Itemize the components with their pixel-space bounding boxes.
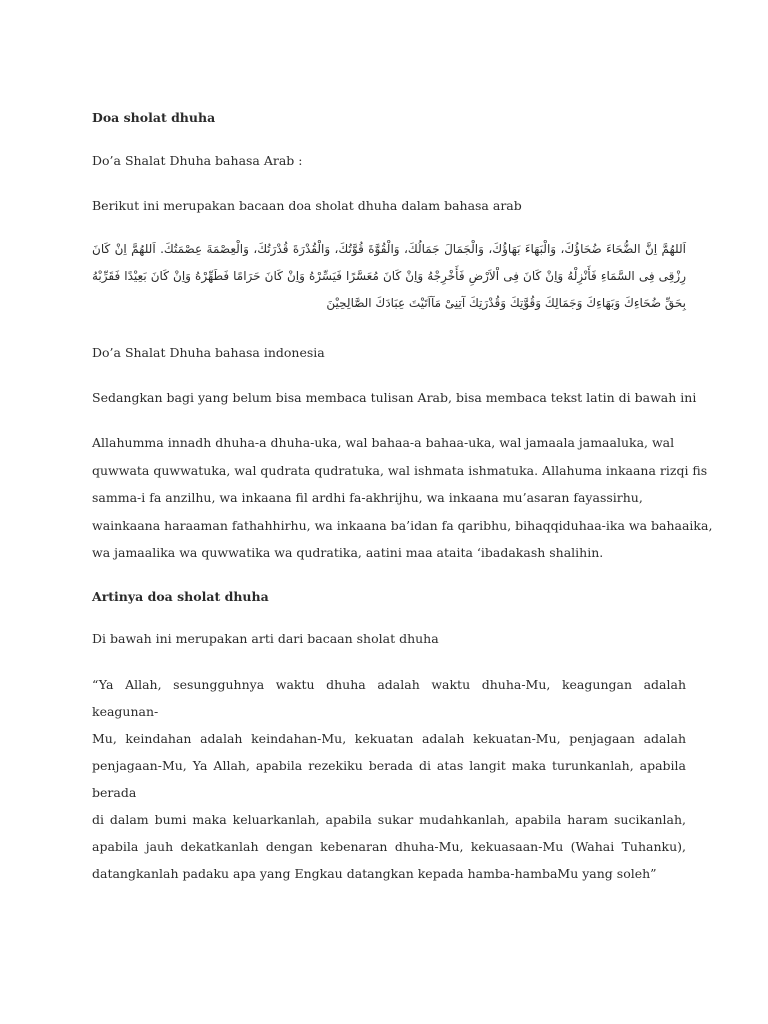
latin-line: samma-i fa anzilhu, wa inkaana fil ardhi fa-akhrijhu, wa inkaana mu’asaran fayassirhu, — [92, 490, 643, 505]
latin-line: wainkaana haraaman fathahhirhu, wa inkaana ba’idan fa qaribhu, bihaqqiduhaa-ika wa bahaaika, — [92, 517, 713, 533]
latin-line: wa jamaalika wa quwwatika wa qudratika, aatini maa ataita ‘ibadakash shalihin. — [92, 545, 604, 560]
quote-line: “Ya Allah, sesungguhnya waktu dhuha adalah waktu dhuha-Mu, keagungan adalah keagunan- — [92, 677, 686, 719]
paragraph-intro-latin: Sedangkan bagi yang belum bisa membaca tulisan Arab, bisa membaca tekst latin di bawah ini — [92, 390, 697, 405]
latin-line: Allahumma innadh dhuha-a dhuha-uka, wal bahaa-a bahaa-uka, wal jamaala jamaaluka, wal — [92, 435, 675, 450]
quote-line: apabila jauh dekatkanlah dengan kebenaran dhuha-Mu, kekuasaan-Mu (Wahai Tuhanku), — [92, 839, 686, 854]
paragraph-intro-arabic: Berikut ini merupakan bacaan doa sholat dhuha dalam bahasa arab — [92, 198, 522, 213]
subheading-arabic: Do’a Shalat Dhuha bahasa Arab : — [92, 153, 303, 168]
heading-doa-sholat-dhuha: Doa sholat dhuha — [92, 110, 216, 125]
subheading-indonesian: Do’a Shalat Dhuha bahasa indonesia — [92, 345, 325, 360]
translation-quote — [92, 671, 686, 887]
quote-line: penjagaan-Mu, Ya Allah, apabila rezekiku berada di atas langit maka turunkanlah, apabila berada — [92, 758, 686, 800]
quote-line: di dalam bumi maka keluarkanlah, apabila sukar mudahkanlah, apabila haram sucikanlah, — [92, 812, 686, 827]
latin-line: quwwata quwwatuka, wal qudrata qudratuka, wal ishmata ishmatuka. Allahuma inkaana rizqi fis — [92, 462, 708, 478]
heading-artinya: Artinya doa sholat dhuha — [92, 589, 269, 604]
paragraph-intro-arti: Di bawah ini merupakan arti dari bacaan sholat dhuha — [92, 631, 439, 646]
arabic-prayer-text: اَللهُمَّ اِنَّ الضُّحَاءَ ضُحَاؤُكَ، وَالْبَهَاءَ بَهَاؤُكَ، وَالْجَمَالَ جَمَالُكَ، وَالْقُوَّةَ قُوَّتُكَ، وَالْقُدْرَةَ قُدْرَتُكَ، وَالْعِصْمَةَ عِصْمَتُكَ. اَللهُمَّ اِنْ كَانَ رِزْقِى فِى السَّمَاءِ فَأَنْزِلْهُ وَاِنْ كَانَ فِى اْلاَرْضِ فَأَخْرِجْهُ وَاِنْ كَانَ مُعَسَّرًا فَيَسِّرْهُ وَاِنْ كَانَ حَرَامًا فَطَهِّرْهُ وَاِنْ كَانَ بَعِيْدًا فَقَرِّبْهُ بِحَقِّ ضُحَاءِكَ وَبَهَاءِكَ وَجَمَالِكَ وَقُوَّتِكَ وَقُدْرَتِكَ آتِنِىْ مَآاَتَيْتَ عِبَادَكَ الصَّالِحِيْنَ — [92, 242, 686, 310]
latin-transliteration — [92, 429, 713, 567]
quote-line: Mu, keindahan adalah keindahan-Mu, kekuatan adalah kekuatan-Mu, penjagaan adalah — [92, 731, 686, 746]
quote-line: datangkanlah padaku apa yang Engkau datangkan kepada hamba-hambaMu yang soleh” — [92, 866, 657, 881]
